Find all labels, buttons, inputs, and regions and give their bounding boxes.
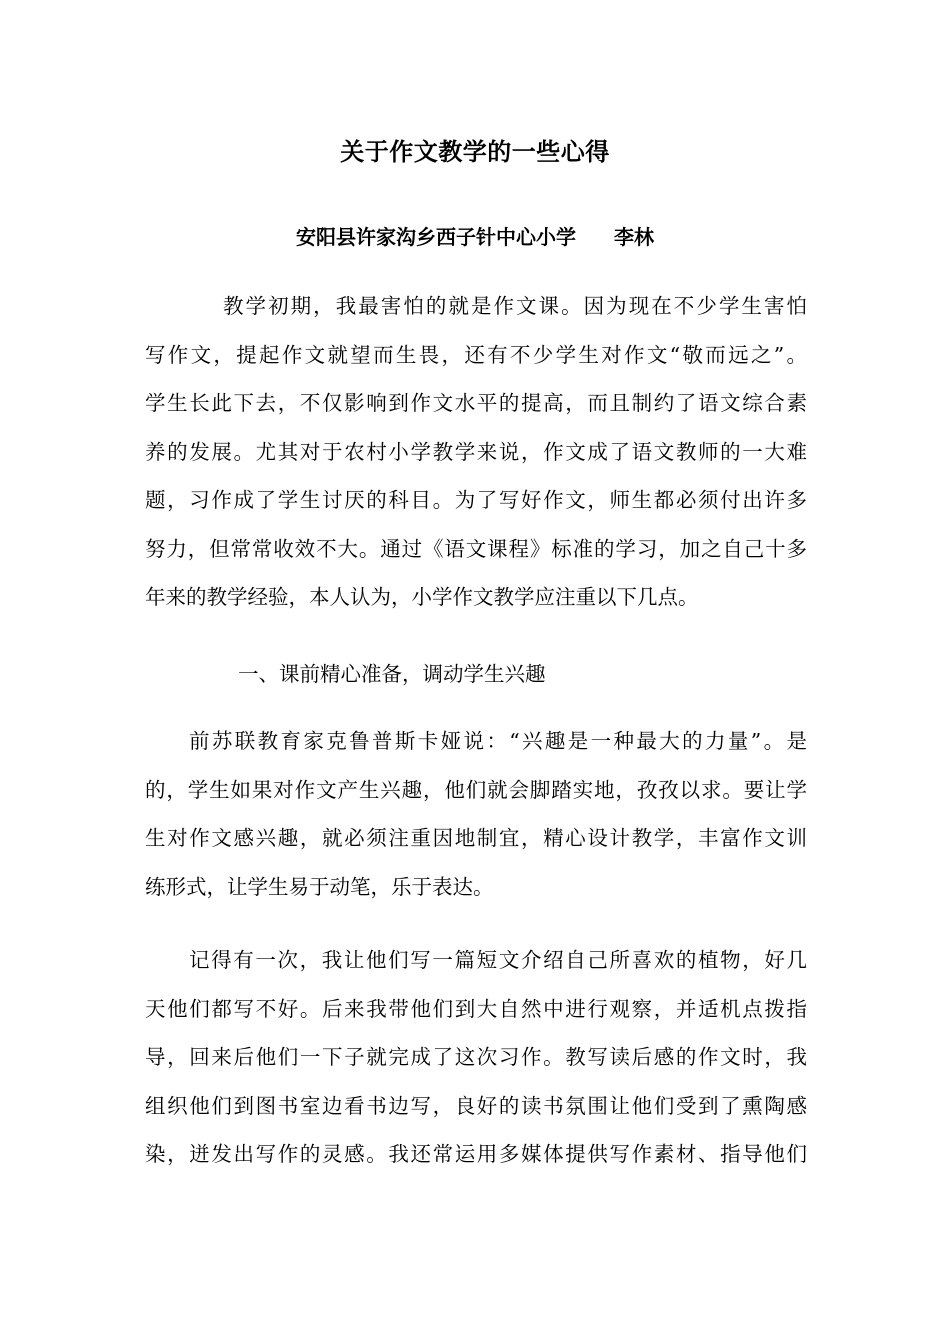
paragraph-line: 努力，但常常收效不大。通过《语文课程》标准的学习，加之自己十多 — [145, 536, 807, 561]
paragraph-line: 前苏联教育家克鲁普斯卡娅说：“兴趣是一种最大的力量”。是 — [189, 729, 807, 753]
paragraph-line: 养的发展。尤其对于农村小学教学来说，作文成了语文教师的一大难 — [145, 439, 807, 464]
paragraph-line: 写作文，提起作文就望而生畏，还有不少学生对作文“敬而远之”。 — [145, 342, 807, 367]
paragraph-line: 天他们都写不好。后来我带他们到大自然中进行观察，并适机点拨指 — [145, 996, 807, 1021]
paragraph-interest — [145, 717, 807, 911]
paragraph-line: 记得有一次，我让他们写一篇短文介绍自己所喜欢的植物，好几 — [189, 948, 807, 972]
section-heading: 一、课前精心准备，调动学生兴趣 — [238, 662, 546, 686]
paragraph-example — [145, 936, 807, 1179]
paragraph-line: 年来的教学经验，本人认为，小学作文教学应注重以下几点。 — [145, 585, 699, 609]
paragraph-line: 学生长此下去，不仅影响到作文水平的提高，而且制约了语文综合素 — [145, 391, 807, 415]
school-name: 安阳县许家沟乡西子针中心小学 — [296, 225, 576, 249]
paragraph-line: 生对作文感兴趣，就必须注重因地制宜，精心设计教学，丰富作文训 — [145, 826, 807, 850]
byline — [0, 221, 950, 250]
paragraph-intro — [145, 282, 807, 622]
paragraph-line: 组织他们到图书室边看书边写，良好的读书氛围让他们受到了熏陶感 — [145, 1093, 807, 1118]
paragraph-line: 的，学生如果对作文产生兴趣，他们就会脚踏实地，孜孜以求。要让学 — [145, 777, 807, 802]
document-title: 关于作文教学的一些心得 — [340, 137, 610, 166]
paragraph-line: 染，迸发出写作的灵感。我还常运用多媒体提供写作素材、指导他们 — [145, 1142, 807, 1166]
paragraph-line: 导，回来后他们一下子就完成了这次习作。教写读后感的作文时，我 — [145, 1045, 807, 1069]
paragraph-line: 教学初期，我最害怕的就是作文课。因为现在不少学生害怕 — [223, 294, 807, 318]
paragraph-line: 练形式，让学生易于动笔，乐于表达。 — [145, 874, 494, 899]
author-name: 李林 — [614, 225, 654, 249]
paragraph-line: 题，习作成了学生讨厌的科目。为了写好作文，师生都必须付出许多 — [145, 488, 807, 512]
